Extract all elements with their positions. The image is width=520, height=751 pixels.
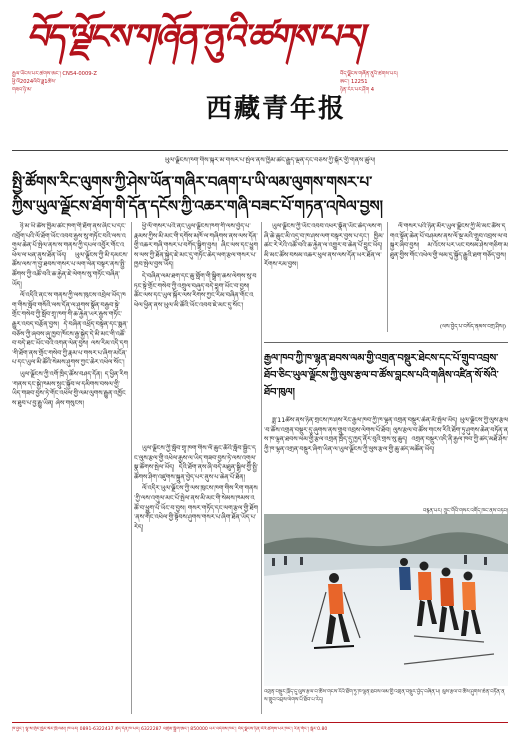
ski-race-illustration <box>264 514 508 686</box>
masthead-tibetan-title: བོད་ལྗོངས་གཞོན་ནུའི་ཚགས་པར། <box>26 17 363 57</box>
masthead-divider <box>12 150 508 151</box>
lead-column-3 <box>264 222 384 332</box>
column-divider <box>387 222 388 332</box>
lead-byline: (ལས་བྱེད་པ་བསོད་ནམས་བཀྲ་ཤིས།) <box>439 324 506 330</box>
photo-credit: བརྙན་པར། ཀྲུང་གོའི་གསར་འགོད་ཁང་ནས་བཏབ། <box>422 508 508 514</box>
footer-divider <box>12 722 508 723</box>
lead-column-4 <box>390 222 508 322</box>
footer-info: ཁ་བྱང་། ལྷ་ས་གྲོང་ཁྱེར་སེར་ཁྲི་ལམ། ཁ་པར། 0891-6322437 ཆེད་དོན་ཁ་པར། 6322287 འགྲེམ་སྒྲིག་ཨང་། 850000 པར་འདེབས་ཁང་། བོད་ལྗོངས་ཉིན་རེའི་ཚགས་པར་ཁང་། རིན་གོང་། སྒོར་0.80 <box>12 727 328 732</box>
masthead-info-line: ཨང་། 12251 <box>340 79 368 85</box>
paragraph: ཉི་མ་ཡི་ཚེས་ཁྱིམ་ཚང་ཁག་གི་ཐོག་ནས་ཞིང་པ་དང་འབྲོག་པའི་ལོ་ཐོག་ཡོང་འབབ་རྒྱས་སུ་གཏོང་བའི་ལས་འགུལ་ཆེན་པོ་སྤེལ་ནས་ས་གནས་ཀྱི་དཔལ་འབྱོར་གོང་འཕེལ་ལ་ཕན་ནུས་ཐོན་ཡོད། ཡུལ་ལྗོངས་ཀྱི་མི་དམངས་ཚོས་ལས་ཀ་བྱ་ཐབས་གསར་པ་ལག་ལེན་བསྟར་ནས་སྤྱི་ཚོགས་ཀྱི་འཚོ་བའི་ཆ་རྐྱེན་ཇེ་ལེགས་སུ་གཏོང་བཞིན་ཡོད། <box>12 222 128 288</box>
story2-headline: རྒྱལ་ཁབ་ཀྱི་ཁ་ལྷན་ཐབས་ལམ་གྱི་འགྲན་བསྡུར་ཐེངས་དང་པོ་གྲུབ་འབྲས་ཐོབ་ཅིང་ཡུལ་ལྗོངས་ཀྱི་ལུས་རྩལ་བ་ཚོས་བླངས་པའི་གཞིས་འཛིན་སོ་སོའི་ཐོབ་ཁུལ། <box>264 353 499 398</box>
paragraph: ཟླ་11ཚེས་ནས་ཉིན་གྲངས་ཁ་ཤས་རིང་རྒྱལ་ཁབ་ཀྱི་ཁ་ལྷན་འགྲན་བསྡུར་ཆེན་མོ་སྤེལ་ཡོད། ཡུལ་ལྗོངས་ཀྱི་ལུས་རྩལ་བ་ཚོས་འགྲན་བསྡུར་དུ་ཞུགས་ནས་གྲུབ་འབྲས་ལེགས་པོ་ཐོབ། ལུས་རྩལ་བ་ཚོས་གངས་རིའི་ཐོག་ཏུ་ཤུགས་ཆེན་བཏོན་ནས་ཁ་ལྷན་ཐབས་ལམ་གྱི་རྩལ་འགྲན་ཁྲོད་དུ་ཁྱད་ནོར་བུའི་གྲས་སུ་ཆུད། འགྲན་བསྡུར་འདི་ནི་རྒྱལ་ཁབ་ཀྱི་ཚད་མཐོ་ཤོས་ཀྱི་ཁ་ལྷན་འགྲན་བསྡུར་ཞིག་ཡིན་ལ་ཡུལ་ལྗོངས་ཀྱི་ལུས་རྩལ་གྱི་ཆུ་ཚད་མཚོན་ཡོད། <box>264 416 508 453</box>
paragraph: ཕྱི་ལོ་གསར་པའི་ནང་ཡུལ་ལྗོངས་ཁག་གི་ལས་བྱེད་པ་རྣམས་ཀྱིས་མི་མང་གི་དགོས་མཁོ་ལ་གཞིགས་ནས་ལས་དོན་གྱི་འཆར་གཞི་གསར་པ་བཀོད་སྒྲིག་བྱས། ཞིང་ལས་དང་ཕྱུགས་ལས་ཀྱི་ཐོན་སྐྱེད་ཇེ་མང་དུ་གཏོང་ཆེད་ལག་རྩལ་གསར་པ་ཁྱབ་སྤེལ་བྱས་ཡོད། <box>134 222 258 269</box>
masthead-info-line: ཉིན་རེར་པར་ཤོག 4 <box>340 87 375 93</box>
masthead-info-left <box>12 70 180 94</box>
paragraph: ལོ་འདིར་ཡུལ་ལྗོངས་ཀྱི་ལས་ཁུངས་ཁག་གིས་རིག་གནས་ཀྱི་ལས་འགུལ་མང་པོ་སྤེལ་ནས་མི་མང་གི་སེམས་ཁམས་འཚོ་བ་ཕྱུག་པོ་ཡོང་བ་བྱས། གསར་གཏོད་དང་ལག་རྩལ་གྱི་ཐོག་ནས་གོང་འཕེལ་གྱི་སྟོབས་ཤུགས་གསར་པ་ཞིག་ཐོན་ཡོད་པ་རེད། <box>134 484 258 531</box>
lead-column-1 <box>12 222 128 714</box>
masthead-info-line: གཟའ་ཉི་མ་ <box>12 87 32 93</box>
paragraph: ཡུལ་ལྗོངས་ཀྱི་སློབ་གྲྭ་ཁག་གིས་ལོ་ཆུང་ཚོའི་སློབ་སྦྱོང་དང་ལུས་རྩལ་གྱི་འཕེལ་རྒྱས་ལ་ཡིད་གཟབ་བྱས་ཏེ་ལས་འགུལ་སྣ་ཚོགས་སྤེལ་ཡོད། དེའི་ཐོག་ནས་ཞི་བདེ་མཐུན་སྒྲིལ་གྱི་སྤྱི་ཚོགས་ཤིག་འཛུགས་སྐྲུན་བྱེད་པར་ནུས་པ་ཆེན་པོ་ཐོན། <box>134 444 258 481</box>
paragraph: ལོ་འདིའི་ནང་ས་གནས་ཀྱི་ལས་ཁུངས་འབྲེལ་ཡོད་ཁག་གིས་སློབ་གསོའི་ལས་དོན་ལ་ཤུགས་སྣོན་བརྒྱབ་སྟེ་གྲོང་གསེབ་ཀྱི་སློབ་གྲྭ་ཁག་གི་ཆ་རྐྱེན་ཡར་རྒྱས་གཏོང་རྒྱུར་འབད་བརྩོན་བྱས། དེ་བཞིན་འཕྲོད་བསྟེན་དང་སྨན་བཅོས་ཀྱི་ཞབས་ཞུ་ཁྱབ་ཁོངས་རྒྱ་སྐྱེད་དེ་མི་མང་གི་འཚོ་བ་བདེ་ཐང་ཡོང་བའི་འགན་ལེན་བྱས། ལས་རིམ་འདི་དག་གི་ཐོག་ནས་གྲོང་གསེབ་ཀྱི་རྣམ་པ་གསར་པ་ཞིག་མངོན་པ་དང་ཡུལ་མི་ཚོའི་སེམས་ཤུགས་ཀྱང་ཆེར་འཕེལ་སོང་། <box>12 291 128 367</box>
lead-headline-line: སྤྱི་ཚོགས་རིང་ལུགས་ཀྱི་ཤེས་ཡོན་གཞིར་བཞག་པ་ཡི་ལམ་ལུགས་གསར་པ་ <box>12 173 373 191</box>
column-divider <box>131 222 132 714</box>
masthead <box>8 6 512 130</box>
ski-race-photo <box>264 514 508 686</box>
paragraph: དེ་བཞིན་ལམ་ཐག་དང་ཆུ་གློག་གི་སྒྲིག་ཆས་ལེགས་སུ་བཏང་སྟེ་གྲོང་གསེབ་ཀྱི་འགྲུལ་བཞུད་བདེ་བླག་ཡོང་བ་བྱས། ཚོང་ལས་དང་ཡུལ་སྐོར་ལས་རིགས་ཀྱང་རིམ་བཞིན་གོང་འཕེལ་ཕྱིན་ནས་ཡུལ་མི་ཚོའི་ཡོང་འབབ་ཇེ་མང་དུ་སོང་། <box>134 271 257 309</box>
masthead-chinese-title: 西藏青年报 <box>205 94 346 124</box>
paragraph: ཡུལ་ལྗོངས་ཀྱི་འགོ་ཁྲིད་ཚོས་བཤད་དོན། ད་ཕྱིན་རིག་གནས་དང་སྐྱེ་ཁམས་སྲུང་སྐྱོབ་ལ་དམིགས་བསལ་གྱི་ཡིད་གཟབ་བྱས་ཏེ་གོང་འཕེལ་གྱི་ལམ་ལུགས་རྒྱུན་འཁྱོངས་ཐུབ་པ་བྱ་རྒྱུ་ཡིན། ཞེས་གསུངས། <box>12 369 128 407</box>
photo-caption: འགྲན་བསྡུར་ཁྲོད་དུ་ལུས་རྩལ་བ་ཚོས་གངས་རིའི་ཐོག་ཏུ་ཁ་ལྷན་ཐབས་ལམ་གྱི་འགྲན་བསྡུར་བྱེད་བཞིན་པ། ལུས་རྩལ་བ་ཚོས་ཤུགས་ཆེན་བཏོན་ནས་གྲུབ་འབྲས་ལེགས་པོ་ཐོབ་པ་རེད། <box>264 689 505 703</box>
lead-column-2b <box>134 444 258 714</box>
paragraph: ལོ་གསར་པའི་ཉིན་མོར་ཡུལ་ལྗོངས་ཀྱི་མི་མང་ཚོས་དགའ་སྟོན་ཆེན་པོ་བཤམས་ནས་ལོ་སྔ་མའི་གྲུབ་འབྲས་ལ་བསྐྱར་ཞིབ་བྱས། མ་འོངས་པར་ཡང་བསམ་ཤེས་གཅིག་མཐུན་གྱིས་གོང་འཕེལ་གྱི་ལམ་དུ་སྐྱོད་རྒྱུའི་ཐག་གཅོད་བྱས། <box>390 222 508 259</box>
lead-headline-line: ཀྱིས་ཡུལ་ལྗོངས་ཐོག་གི་དོན་དངོས་ཀྱི་འཆར་གཞི་བཟང་པོ་གཏན་འཁེལ་བྱས། <box>12 197 383 215</box>
masthead-info-line: རྒྱལ་ཡོངས་པར་ཚགས་ཨང་། CN54-0009-Z <box>12 71 97 77</box>
lead-column-2 <box>134 222 258 436</box>
paragraph: ཡུལ་ལྗོངས་ཀྱི་ཡོང་འབབ་འཕར་སྣོན་ཡོང་ཆེད་ལས་གཞི་ཆེ་ཆུང་མི་འདྲ་བ་ཁ་ཤས་ལག་བསྟར་བྱས་པ་དང་། ཁྱིམ་ཚང་རེ་རེའི་འཚོ་བའི་ཆ་རྐྱེན་ལ་འགྱུར་བ་ཆེན་པོ་བྱུང་ཡོད། མི་མང་ཚོས་བསམ་འཆར་ཕུལ་ནས་ལས་དོན་ཡར་ཐོན་ལ་རོགས་རམ་བྱས། <box>264 222 384 269</box>
lead-headline <box>12 170 508 218</box>
masthead-info-right <box>340 70 510 94</box>
story2-body <box>264 416 508 488</box>
column-divider <box>261 222 262 714</box>
story-divider <box>264 342 508 343</box>
masthead-info-line: ཕྱི་ལོ2024ལོའི་ཟླ1ཚེས་ <box>12 79 56 85</box>
lead-subhead: ཡུལ་ལྗོངས་ཁག་གིས་སྐར་མ་གསར་པ་སྤེལ་ནས་ཁྱིམ་ཚང་རྒྱུད་ལྡན་དང་བཅས་ཀྱི་སྐོར་གྱི་གནས་ཚུལ། <box>164 156 376 164</box>
masthead-info-line: བོད་ལྗོངས་གཞོན་ནུའི་ཚགས་པར། <box>340 71 398 77</box>
